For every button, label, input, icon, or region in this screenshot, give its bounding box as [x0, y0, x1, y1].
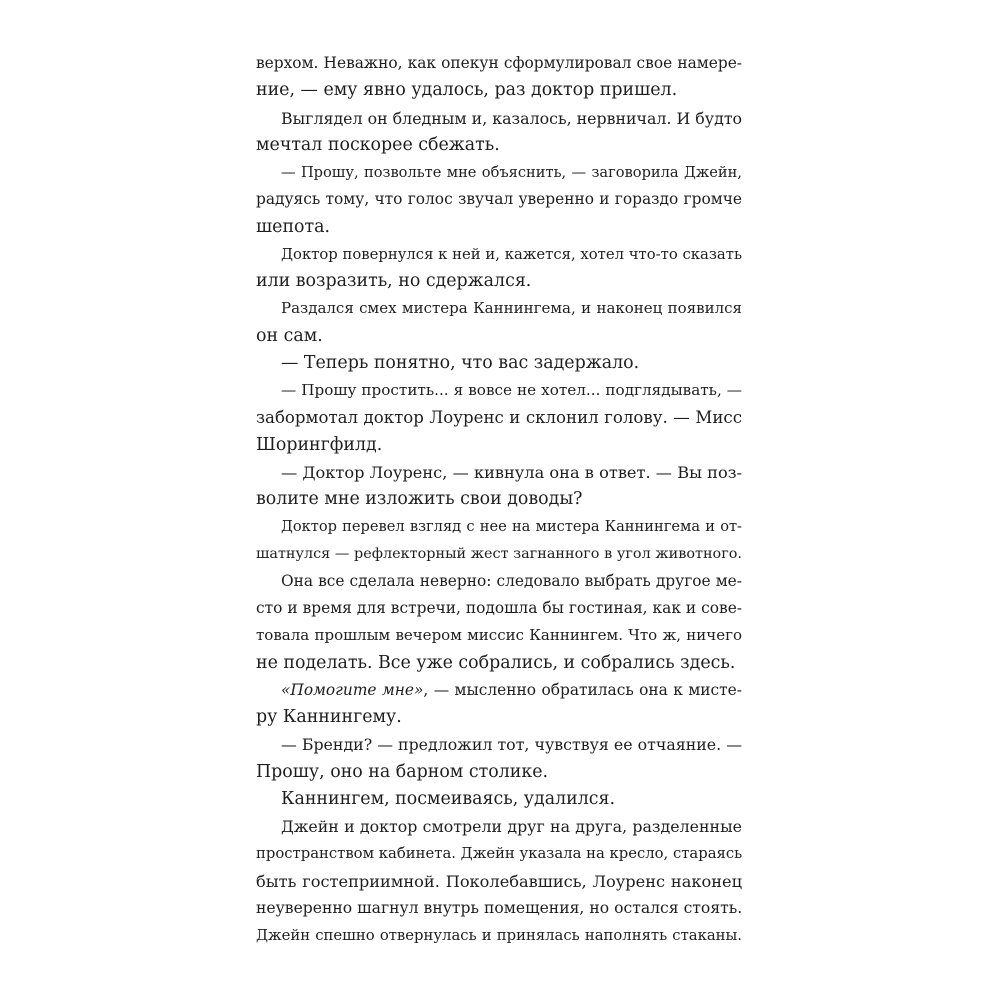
text-line: Джейн спешно отвернулась и принялась наполнять стаканы.: [256, 927, 742, 944]
text-line: ние, — ему явно удалось, раз доктор пришел.: [256, 80, 678, 101]
text-line: верхом. Неважно, как опекун сформулировал свое намере-: [256, 54, 742, 72]
text-line: забормотал доктор Лоуренс и склонил голову. — Мисс: [256, 408, 742, 428]
text-line: Джейн и доктор смотрели друг на друга, разделенные: [281, 817, 742, 836]
text-line: Выглядел он бледным и, казалось, нервничал. И будто: [281, 108, 743, 128]
text-line: шатнулся — рефлекторный жест загнанного в угол животного.: [256, 545, 742, 562]
text-line: Каннингем, посмеиваясь, удалился.: [281, 788, 616, 809]
text-line: радуясь тому, что голос звучал уверенно и гораздо громче: [256, 190, 742, 209]
text-line: сто и время для встречи, подошла бы гостиная, как и сове-: [256, 599, 742, 617]
text-line: — Прошу простить... я вовсе не хотел... подглядывать, —: [281, 381, 742, 399]
text-line: быть гостеприимной. Поколебавшись, Лоуренс наконец: [256, 871, 742, 891]
text-line: он сам.: [256, 325, 323, 346]
text-line: не поделать. Все уже собрались, и собрались здесь.: [256, 652, 736, 673]
text-line: Доктор перевел взгляд с нее на мистера Каннингема и от-: [281, 518, 742, 536]
text-line: мечтал поскорее сбежать.: [256, 134, 500, 155]
text-line: — Прошу, позвольте мне объяснить, — заговорила Джейн,: [281, 164, 742, 181]
text-fragment: , — мысленно обратилась она к мисте-: [423, 680, 742, 699]
text-line: Шорингфилд.: [256, 434, 383, 455]
text-line: или возразить, но сдержался.: [256, 271, 532, 291]
text-line: Прошу, оно на барном столике.: [256, 761, 549, 782]
text-line: — Бренди? — предложил тот, чувствуя ее отчаяние. —: [281, 735, 742, 755]
text-line: — Доктор Лоуренс, — кивнула она в ответ. — Вы поз-: [281, 462, 742, 482]
text-line: [256, 677, 742, 704]
text-line: Доктор повернулся к ней и, кажется, хотел что-то сказать: [281, 245, 742, 263]
text-line: Раздался смех мистера Каннингема, и наконец появился: [281, 299, 742, 318]
text-line: пространством кабинета. Джейн указала на кресло, стараясь: [256, 845, 743, 863]
text-line: шепота.: [256, 216, 331, 237]
text-line: — Теперь понятно, что вас задержало.: [281, 352, 640, 373]
text-line: товала прошлым вечером миссис Каннингем. Что ж, ничего: [256, 626, 742, 645]
italic-phrase: «Помогите мне»: [281, 680, 424, 699]
text-line: Она все сделала неверно: следовало выбрать другое ме-: [281, 571, 742, 590]
book-page-text: [256, 50, 742, 949]
text-line: неуверенно шагнул внутрь помещения, но остался стоять.: [256, 898, 743, 917]
text-line: волите мне изложить свои доводы?: [256, 489, 583, 509]
text-line: ру Каннингему.: [256, 707, 402, 727]
